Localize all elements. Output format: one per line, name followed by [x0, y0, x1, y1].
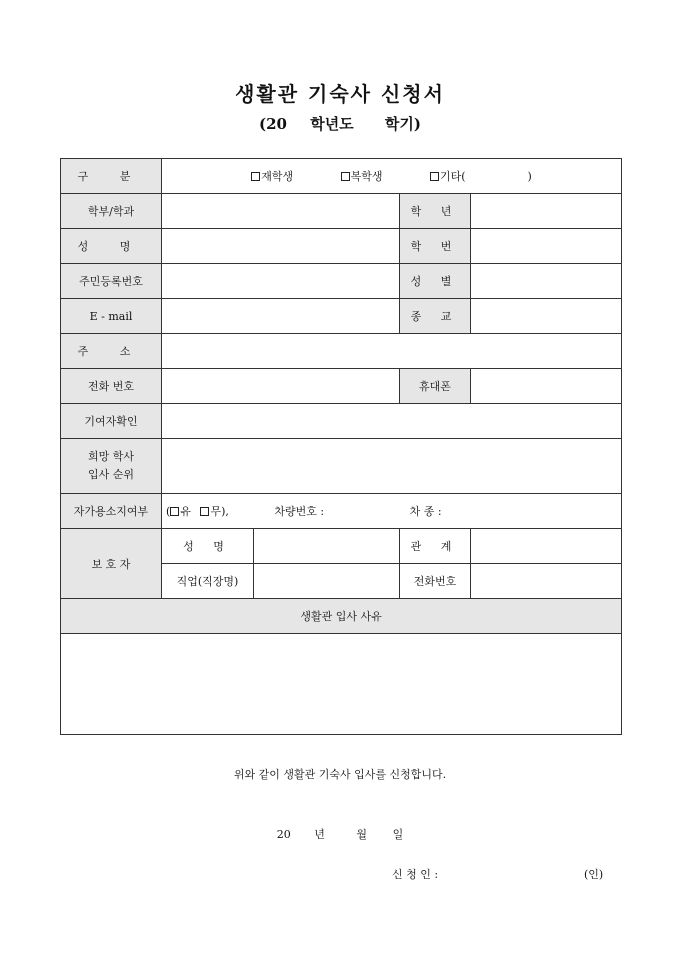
- guardian-phone-field[interactable]: [471, 564, 622, 599]
- category-options: [162, 159, 622, 194]
- checkbox-icon[interactable]: [430, 172, 439, 181]
- table-row: [61, 194, 622, 229]
- table-row: [61, 494, 622, 529]
- category-enrolled-option[interactable]: 재학생: [251, 168, 293, 184]
- guardian-job-field[interactable]: [254, 564, 400, 599]
- applicant-label: 신 청 인 :: [392, 868, 439, 881]
- student-no-label: 학 번: [400, 229, 471, 264]
- phone-field[interactable]: [162, 369, 400, 404]
- car-info: ( 유 무), 차량번호 : 차 종 :: [162, 494, 622, 529]
- email-label: E - mail: [61, 299, 162, 334]
- reason-header: 생활관 입사 사유: [61, 599, 622, 634]
- date-line: [0, 826, 680, 842]
- religion-label: 종 교: [400, 299, 471, 334]
- subtitle-term: 학기): [384, 115, 421, 133]
- contributor-label: 기여자확인: [61, 404, 162, 439]
- category-returning-option[interactable]: 복학생: [341, 168, 383, 184]
- date-day-unit: 일: [392, 828, 404, 841]
- grade-field[interactable]: [471, 194, 622, 229]
- category-label: 구 분: [61, 159, 162, 194]
- dept-label: 학부/학과: [61, 194, 162, 229]
- dept-field[interactable]: [162, 194, 400, 229]
- car-plate-label: 차량번호 :: [274, 505, 325, 518]
- student-no-field[interactable]: [471, 229, 622, 264]
- mobile-field[interactable]: [471, 369, 622, 404]
- car-label: 자가용소지여부: [61, 494, 162, 529]
- statement-text: 위와 같이 생활관 기숙사 입사를 신청합니다.: [233, 768, 447, 781]
- car-type-label: 차 종 :: [409, 505, 442, 518]
- subtitle-school-year: 학년도: [310, 115, 354, 133]
- religion-field[interactable]: [471, 299, 622, 334]
- reason-field[interactable]: [61, 634, 622, 735]
- table-row: [61, 529, 622, 564]
- gender-field[interactable]: [471, 264, 622, 299]
- checkbox-icon[interactable]: [341, 172, 350, 181]
- table-row: [61, 634, 622, 735]
- category-other-option[interactable]: 기타( ): [430, 168, 532, 184]
- guardian-relation-label: 관 계: [400, 529, 471, 564]
- phone-label: 전화 번호: [61, 369, 162, 404]
- seal-label: (인): [584, 868, 604, 881]
- grade-label: 학 년: [400, 194, 471, 229]
- mobile-label: 휴대폰: [400, 369, 471, 404]
- date-year-unit: 년: [314, 828, 325, 841]
- preference-field[interactable]: [162, 439, 622, 494]
- email-field[interactable]: [162, 299, 400, 334]
- form-subtitle: [0, 113, 680, 134]
- date-month-unit: 월: [356, 828, 368, 841]
- table-row: [61, 599, 622, 634]
- form-title: 생활관 기숙사 신청서: [235, 82, 445, 106]
- guardian-relation-field[interactable]: [471, 529, 622, 564]
- application-table: [60, 158, 622, 735]
- checkbox-icon[interactable]: [170, 507, 179, 516]
- address-field[interactable]: [162, 334, 622, 369]
- car-no-option[interactable]: 무),: [200, 505, 228, 518]
- resident-no-field[interactable]: [162, 264, 400, 299]
- gender-label: 성 별: [400, 264, 471, 299]
- name-label: 성 명: [61, 229, 162, 264]
- guardian-job-label: 직업(직장명): [162, 564, 254, 599]
- address-label: 주 소: [61, 334, 162, 369]
- date-year: 20: [276, 828, 291, 841]
- table-row: [61, 299, 622, 334]
- car-yes-option[interactable]: 유: [170, 505, 191, 518]
- checkbox-icon[interactable]: [251, 172, 260, 181]
- table-row: [61, 159, 622, 194]
- table-row: [61, 264, 622, 299]
- preference-label-line1: 희망 학사: [87, 450, 134, 463]
- preference-label: [61, 439, 162, 494]
- guardian-name-field[interactable]: [254, 529, 400, 564]
- resident-no-label: 주민등록번호: [61, 264, 162, 299]
- table-row: [61, 334, 622, 369]
- guardian-label: 보 호 자: [61, 529, 162, 599]
- guardian-name-label: 성 명: [162, 529, 254, 564]
- guardian-phone-label: 전화번호: [400, 564, 471, 599]
- table-row: [61, 229, 622, 264]
- table-row: [61, 439, 622, 494]
- name-field[interactable]: [162, 229, 400, 264]
- preference-label-line2: 입사 순위: [87, 468, 134, 481]
- table-row: [61, 369, 622, 404]
- subtitle-year: (20: [258, 115, 287, 133]
- table-row: [61, 404, 622, 439]
- contributor-field[interactable]: [162, 404, 622, 439]
- checkbox-icon[interactable]: [200, 507, 209, 516]
